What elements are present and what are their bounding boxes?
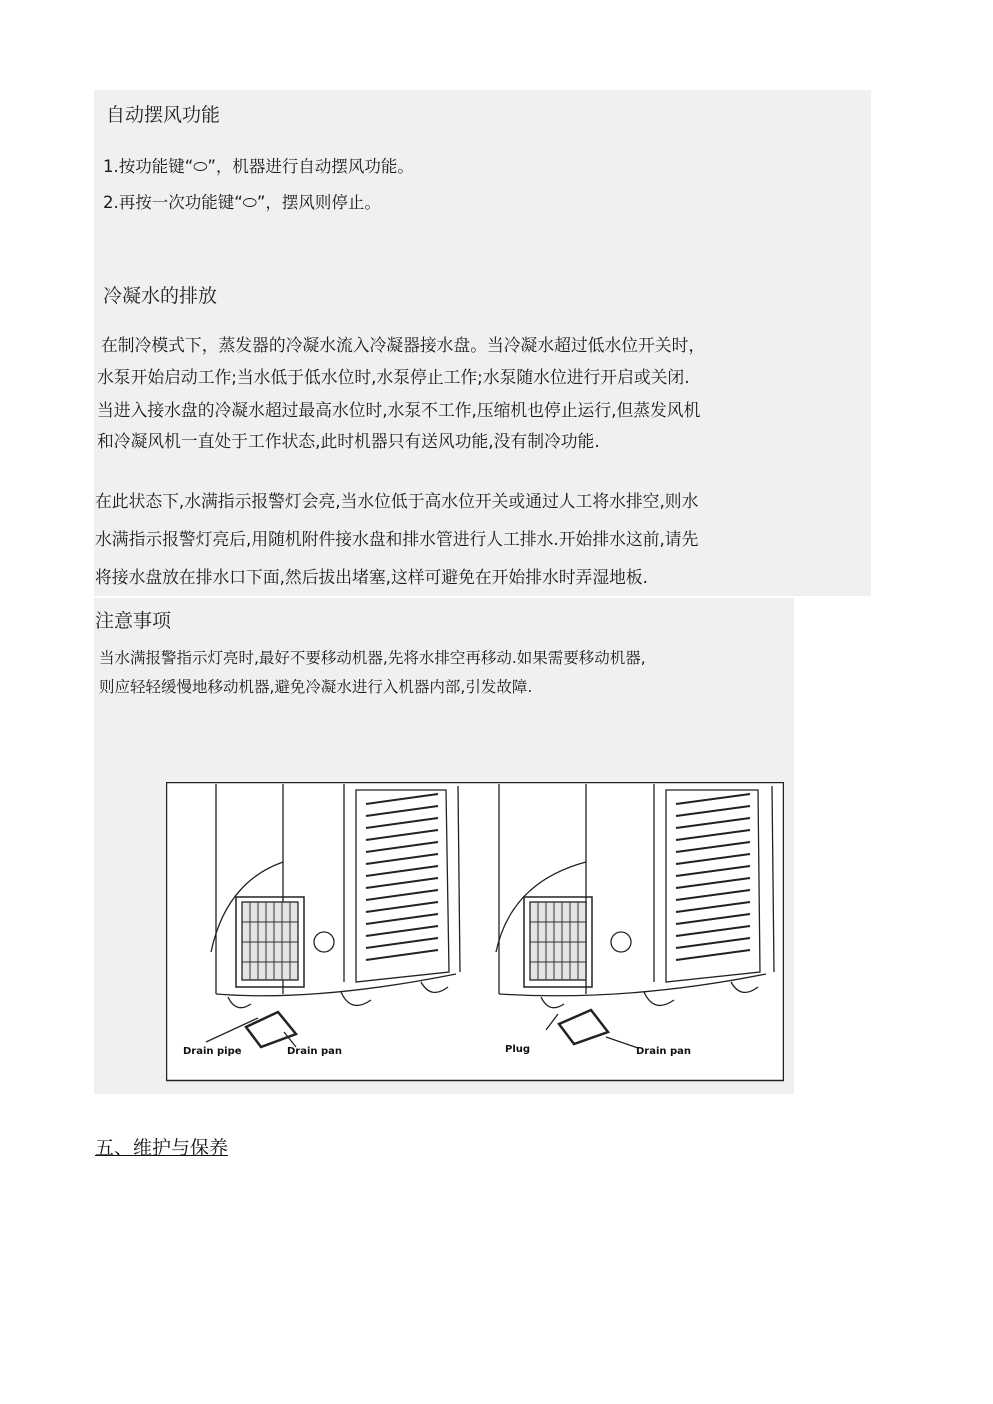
- notice-line-2: 则应轻轻缓慢地移动机器,避免冷凝水进行入机器内部,引发故障.: [99, 678, 533, 696]
- notice-title: 注意事项: [95, 610, 172, 632]
- drain-illustration: [166, 782, 784, 1082]
- notice-line-1: 当水满报警指示灯亮时,最好不要移动机器,先将水排空再移动.如果需要移动机器,: [99, 649, 646, 667]
- label-plug: Plug: [505, 1044, 531, 1055]
- swing-line-1: 1.按功能键“⬭”，机器进行自动摆风功能。: [103, 157, 414, 176]
- drain-para1-line-2: 水泵开始启动工作;当水低于低水位时,水泵停止工作;水泵随水位进行开启或关闭.: [97, 367, 690, 387]
- drain-title: 冷凝水的排放: [103, 285, 218, 307]
- drain-para1-line-1: 在制冷模式下，蒸发器的冷凝水流入冷凝器接水盘。当冷凝水超过低水位开关时，: [101, 335, 706, 355]
- drain-para2-line-3: 将接水盘放在排水口下面,然后拔出堵塞,这样可避免在开始排水时弄湿地板.: [95, 567, 649, 587]
- swing-title: 自动摆风功能: [106, 104, 221, 126]
- drain-para1-line-4: 和冷凝风机一直处于工作状态,此时机器只有送风功能,没有制冷功能.: [97, 431, 600, 451]
- drain-para2-line-2: 水满指示报警灯亮后,用随机附件接水盘和排水管进行人工排水.开始排水这前,请先: [95, 529, 699, 549]
- section-title: 五、维护与保养: [95, 1137, 229, 1159]
- label-drain-pan-left: Drain pan: [287, 1046, 343, 1057]
- label-drain-pipe: Drain pipe: [183, 1046, 242, 1057]
- swing-line-2: 2.再按一次功能键“⬭”，摆风则停止。: [103, 193, 381, 212]
- label-drain-pan-right: Drain pan: [636, 1046, 692, 1057]
- drain-para2-line-1: 在此状态下,水满指示报警灯会亮,当水位低于高水位开关或通过人工将水排空,则水: [95, 491, 699, 511]
- drain-para1-line-3: 当进入接水盘的冷凝水超过最高水位时,水泵不工作,压缩机也停止运行,但蒸发风机: [97, 400, 701, 420]
